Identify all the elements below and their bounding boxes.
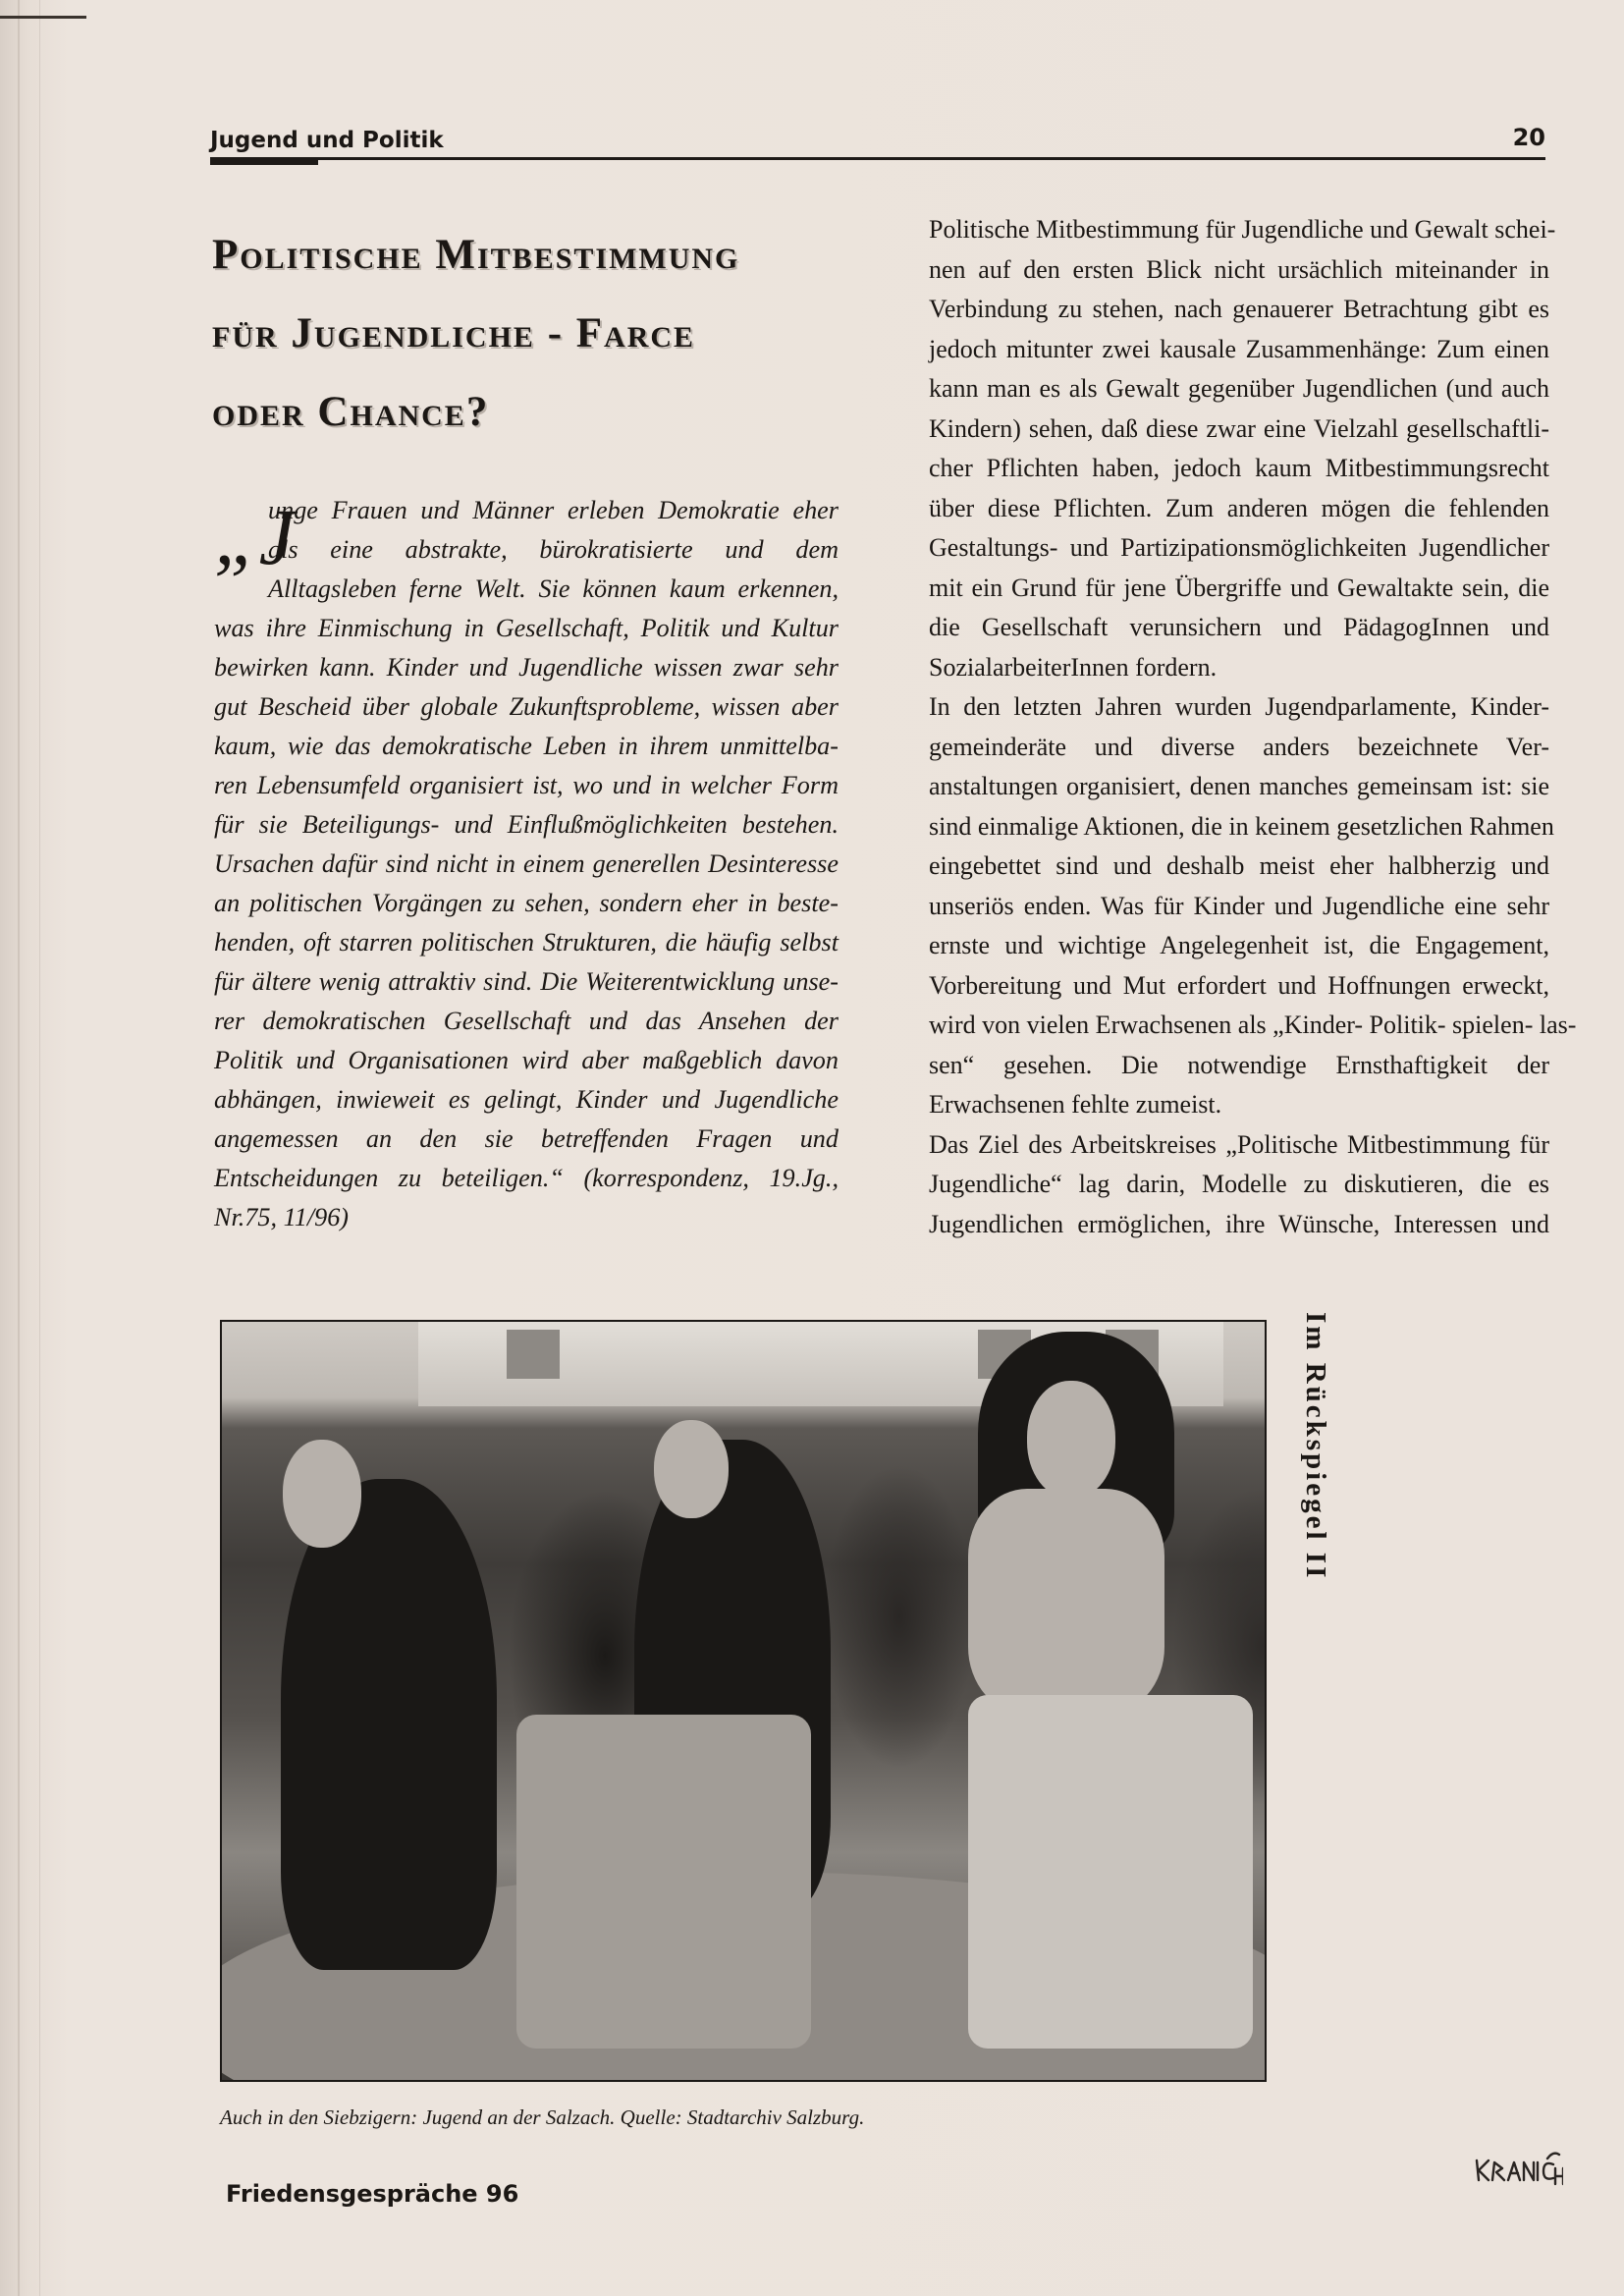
page-edge (18, 0, 20, 2296)
page-number: 20 (1512, 124, 1545, 151)
article-title (212, 216, 821, 452)
quote-line: für ältere wenig attraktiv sind. Die Weiterentwicklung unse- (214, 967, 839, 996)
body-line: gemeinderäte und diverse anders bezeichnete Ver- (929, 732, 1549, 761)
body-line: wird von vielen Erwachsenen als „Kinder- Politik- spielen- las- (929, 1011, 1577, 1039)
quote-line: bewirken kann. Kinder und Jugendliche wissen zwar sehr (214, 653, 839, 682)
running-header (210, 122, 1545, 161)
signature-logo (1469, 2139, 1563, 2198)
body-line: In den letzten Jahren wurden Jugendparlamente, Kinder- (929, 692, 1549, 721)
vertical-section-label: Im Rückspiegel II (1300, 1312, 1331, 1581)
footer-publication: Friedensgespräche 96 (226, 2180, 519, 2208)
quote-line: henden, oft starren politischen Strukturen, die häufig selbst (214, 928, 839, 957)
body-line: sen“ gesehen. Die notwendige Ernsthaftigkeit der (929, 1050, 1549, 1079)
quote-line: für sie Beteiligungs- und Einflußmöglichkeiten bestehen. (214, 810, 839, 839)
article-body (929, 210, 1577, 1244)
body-line: Jugendlichen ermöglichen, ihre Wünsche, Interessen und (929, 1209, 1549, 1238)
corner-mark (0, 16, 86, 19)
body-line: die Gesellschaft verunsichern und PädagogInnen und (929, 613, 1549, 641)
quote-line: Politik und Organisationen wird aber maßgeblich davon (214, 1046, 839, 1074)
section-title: Jugend und Politik (210, 128, 444, 153)
body-line: nen auf den ersten Blick nicht ursächlich miteinander in (929, 254, 1549, 284)
header-rule-accent (210, 157, 318, 165)
archive-photo (220, 1320, 1267, 2082)
photo-window (507, 1330, 560, 1379)
title-line: Politische Mitbestimmung (212, 232, 740, 278)
body-line: Erwachsenen fehlte zumeist. (929, 1090, 1222, 1119)
title-line: oder Chance? (212, 389, 490, 435)
body-line: Verbindung zu stehen, nach genauerer Betrachtung gibt es (929, 295, 1549, 323)
photo-caption: Auch in den Siebzigern: Jugend an der Salzach. Quelle: Stadtarchiv Salzburg. (220, 2105, 865, 2129)
body-line: über diese Pflichten. Zum anderen mögen die fehlenden (929, 493, 1549, 522)
title-line: für Jugendliche - Farce (212, 310, 696, 356)
body-line: Gestaltungs- und Partizipationsmöglichkeiten Jugendlicher (929, 533, 1549, 562)
body-line: Jugendliche“ lag darin, Modelle zu diskutieren, die es (929, 1170, 1549, 1198)
photo-face (283, 1440, 361, 1548)
photo-person-right (968, 1489, 1164, 1715)
photo-trousers (516, 1715, 811, 2049)
photo-face (1027, 1381, 1115, 1499)
body-line: Kindern) sehen, daß diese zwar eine Vielzahl gesellschaftli- (929, 413, 1549, 443)
body-line: Vorbereitung und Mut erfordert und Hoffnungen erweckt, (929, 970, 1549, 1000)
quote-line: gut Bescheid über globale Zukunftsprobleme, wissen aber (214, 692, 839, 721)
body-line: SozialarbeiterInnen fordern. (929, 652, 1218, 682)
quote-line: Nr.75, 11/96) (214, 1203, 350, 1231)
page-edge-inner (39, 0, 40, 2296)
quote-line: Entscheidungen zu beteiligen.“ (korrespondenz, 19.Jg., (214, 1164, 839, 1192)
quote-line: was ihre Einmischung in Gesellschaft, Politik und Kultur (214, 614, 839, 642)
quote-line: angemessen an den sie betreffenden Fragen und (214, 1124, 839, 1153)
body-line: cher Pflichten haben, jedoch kaum Mitbestimmungsrecht (929, 454, 1549, 482)
body-line: anstaltungen organisiert, denen manches gemeinsam ist: sie (929, 772, 1549, 800)
body-line: mit ein Grund für jene Übergriffe und Gewaltakte sein, die (929, 573, 1549, 602)
quote-line: Ursachen dafür sind nicht in einem generellen Desinteresse (214, 849, 839, 878)
quote-line: ren Lebensumfeld organisiert ist, wo und in welcher Form (214, 771, 839, 799)
quote-line: abhängen, inwieweit es gelingt, Kinder und Jugendliche (214, 1085, 839, 1114)
quote-line: als eine abstrakte, bürokratisierte und dem (268, 535, 839, 564)
body-line: eingebettet sind und deshalb meist eher halbherzig und (929, 851, 1549, 880)
body-line: ernste und wichtige Angelegenheit ist, die Engagement, (929, 931, 1549, 959)
body-line: jedoch mitunter zwei kausale Zusammenhänge: Zum einen (929, 334, 1549, 363)
quote-line: an politischen Vorgängen zu sehen, sondern eher in beste- (214, 889, 839, 917)
body-line: Das Ziel des Arbeitskreises „Politische Mitbestimmung für (929, 1129, 1549, 1159)
quote-dropcap: „J (214, 492, 295, 581)
body-line: sind einmalige Aktionen, die in keinem gesetzlichen Rahmen (929, 811, 1554, 841)
body-line: unseriös enden. Was für Kinder und Jugendliche eine sehr (929, 891, 1549, 920)
photo-legs (968, 1695, 1253, 2049)
quote-line: kaum, wie das demokratische Leben in ihrem unmittelba- (214, 732, 839, 760)
photo-face (654, 1420, 729, 1518)
intro-quote (214, 491, 839, 1237)
quote-line: Alltagsleben ferne Welt. Sie können kaum erkennen, (268, 574, 839, 603)
quote-line: unge Frauen und Männer erleben Demokratie eher (268, 496, 839, 524)
body-line: Politische Mitbestimmung für Jugendliche und Gewalt schei- (929, 215, 1556, 244)
header-rule (210, 157, 1545, 160)
quote-line: rer demokratischen Gesellschaft und das Ansehen der (214, 1007, 839, 1035)
photo-person-left (281, 1479, 497, 1970)
body-line: kann man es als Gewalt gegenüber Jugendlichen (und auch (929, 374, 1549, 403)
